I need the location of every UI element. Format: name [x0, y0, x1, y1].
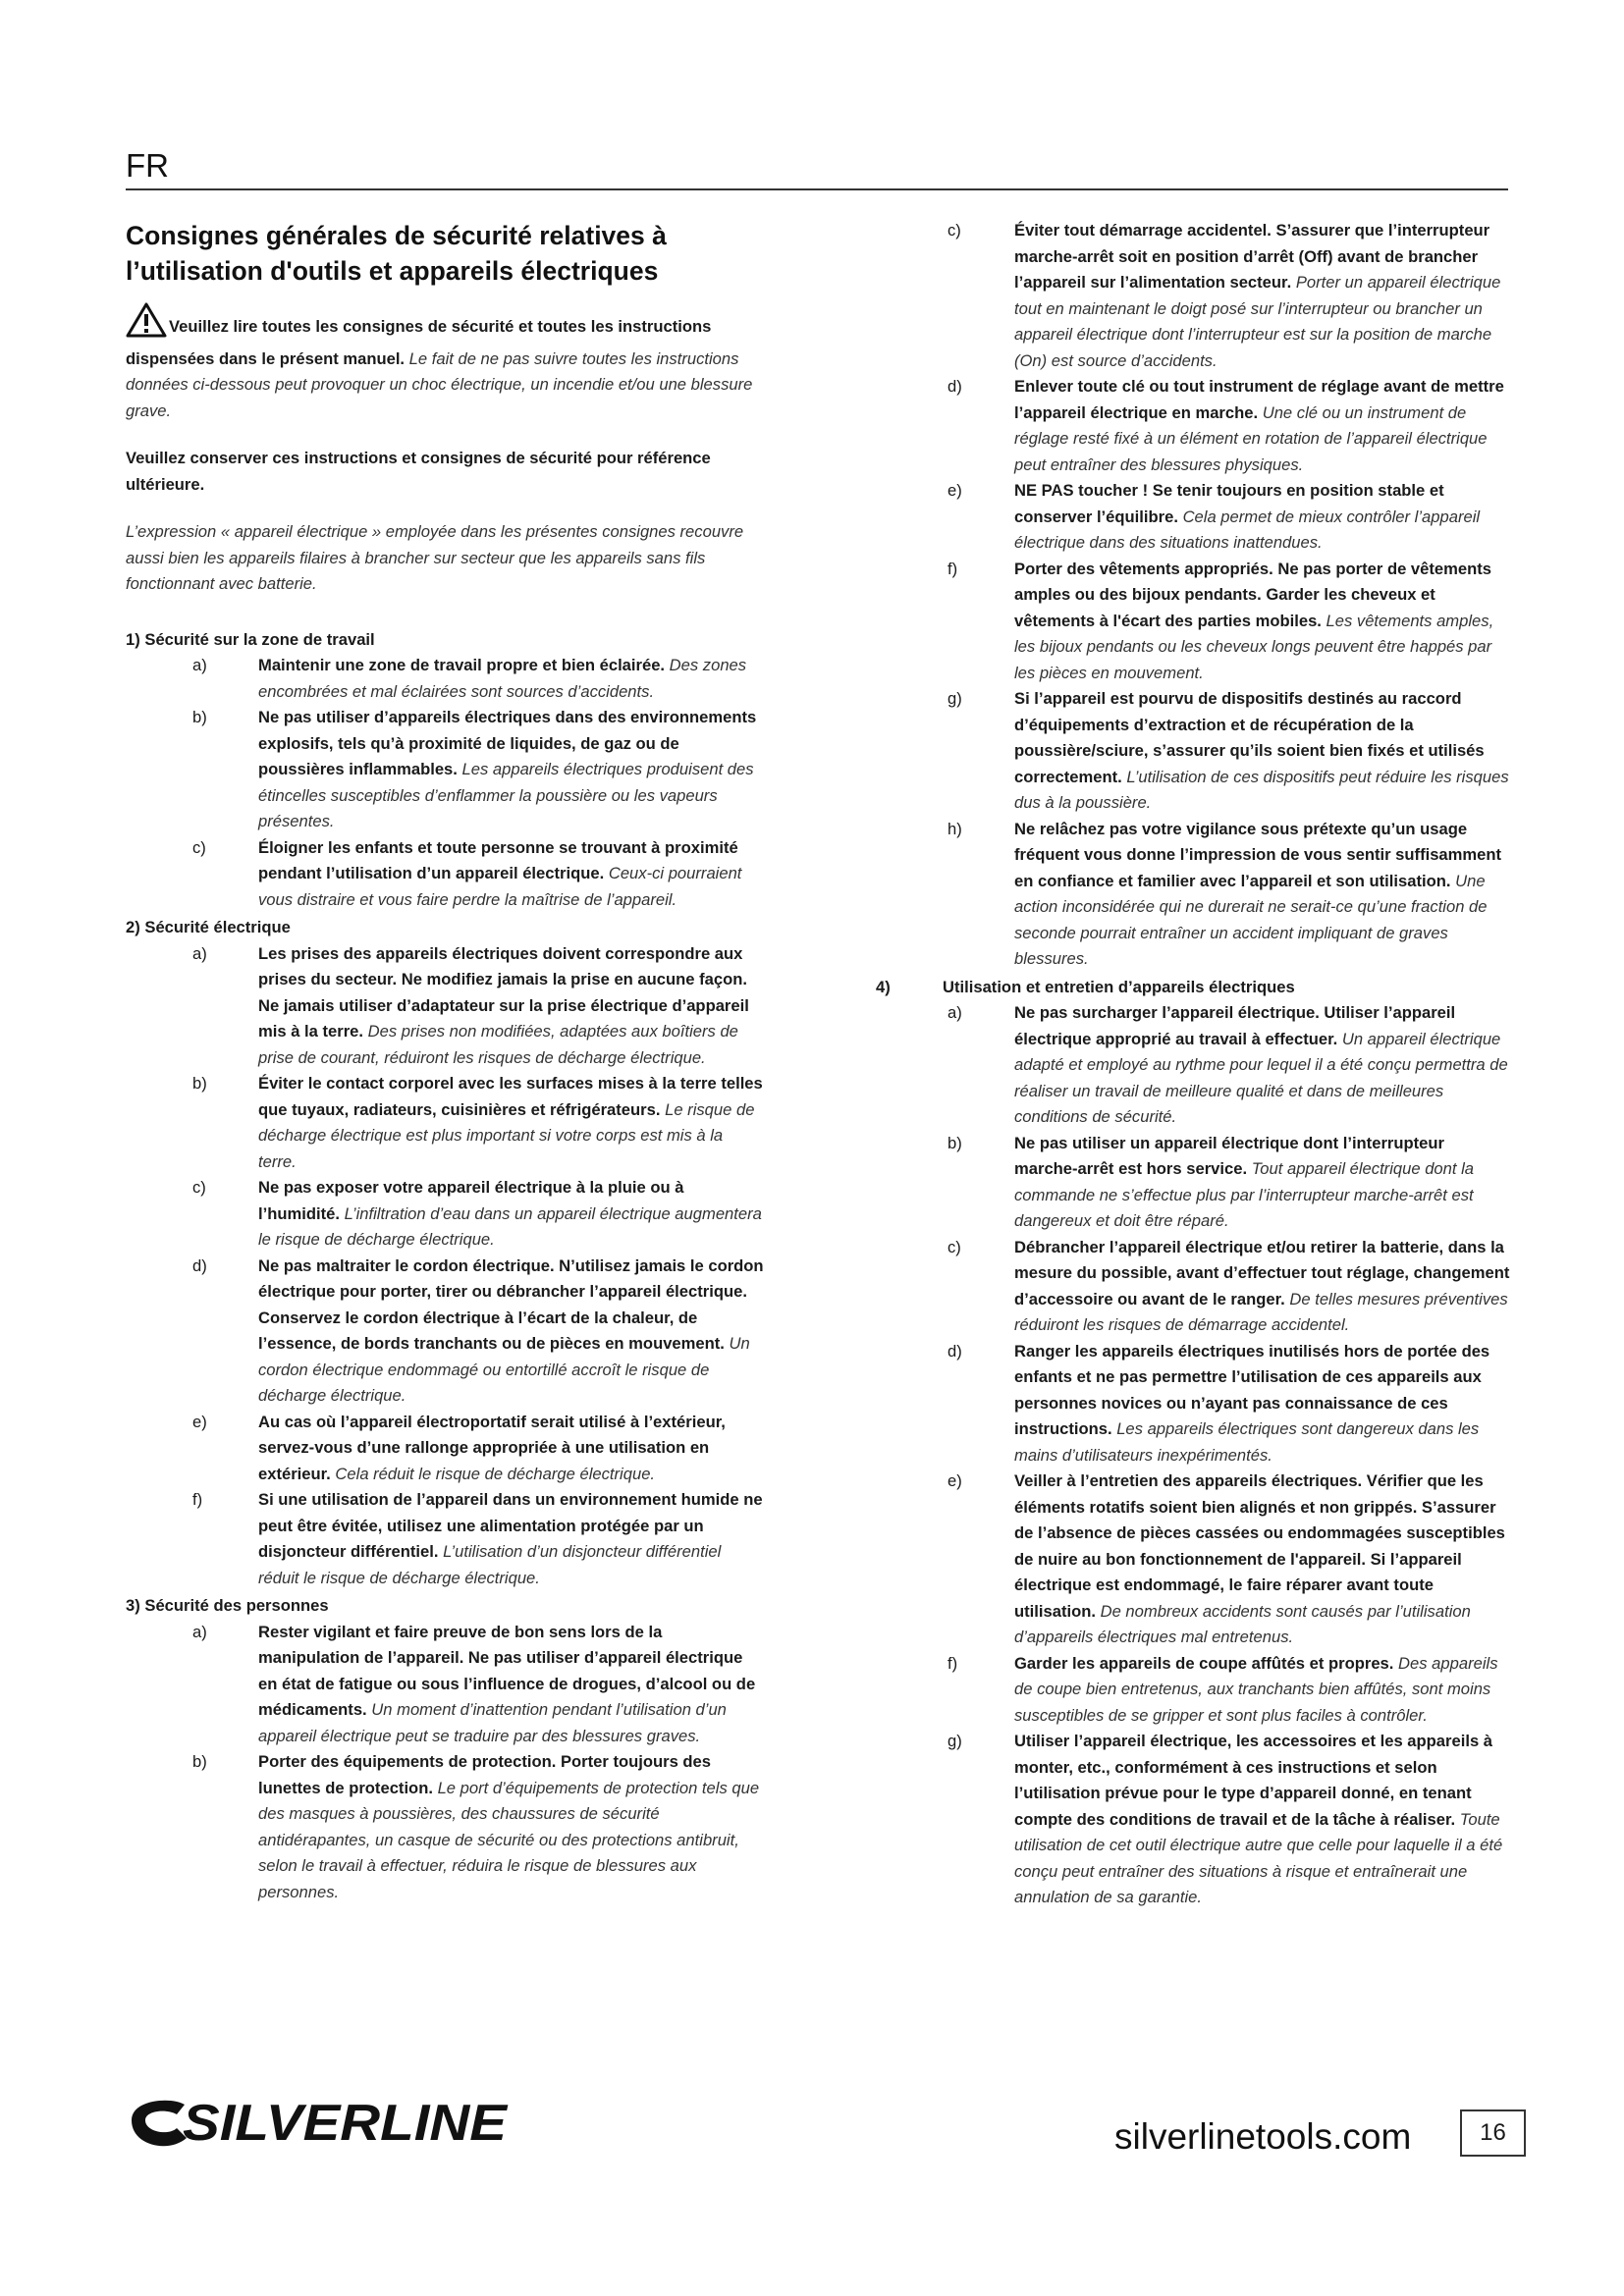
section-heading: 2) Sécurité électrique: [126, 918, 291, 936]
warning-triangle-icon: [126, 302, 167, 347]
list-item: a) Ne pas surcharger l’appareil électrique. Utiliser l’appareil électrique approprié au travail à effectuer. Un appareil électrique adapté et employé au rythme pour lequel il a été conçu permettra de réaliser un travail de meilleure qualité et dans de meilleures conditions de sécurité.: [947, 1003, 1508, 1126]
list-item: d) Ranger les appareils électriques inutilisés hors de portée des enfants et ne pas permettre l’utilisation de ces appareils aux personnes novices ou n’ayant pas connaissance de ces instructions. Les appareils électriques sont dangereux dans les mains d’utilisateurs inexpérimentés.: [947, 1341, 1490, 1465]
list-item: a) Les prises des appareils électriques doivent correspondre aux prises du secteur. Ne modifiez jamais la prise en aucune façon. Ne jamais utiliser d’adaptateur sur la prise électrique d’appareil mis à la terre. Des prises non modifiées, adaptées aux boîtiers de prise de courant, réduiront les risques de décharge électrique.: [192, 943, 749, 1067]
section-heading: 4) Utilisation et entretien d’appareils électriques: [876, 977, 1295, 996]
list-item: e) Veiller à l’entretien des appareils électriques. Vérifier que les éléments rotatifs soient bien alignés et non grippés. S’assurer de l’absence de pièces cassées ou endommagées susceptibles de nuire au bon fonctionnement de l'appareil. Si l’appareil électrique est endommagé, le faire réparer avant toute utilisation. De nombreux accidents sont causés par l’utilisation d’appareils électriques mal entretenus.: [947, 1471, 1505, 1646]
list-item: b) Éviter le contact corporel avec les surfaces mises à la terre telles que tuyaux, radiateurs, cuisinières et réfrigérateurs. Le risque de décharge électrique est plus important si votre corps est mis à la terre.: [192, 1074, 763, 1171]
list-item: d) Ne pas maltraiter le cordon électrique. N’utilisez jamais le cordon électrique pour porter, tirer ou débrancher l’appareil électrique. Conservez le cordon électrique à l’écart de la chaleur, de l’essence, de bords tranchants ou de pièces en mouvement. Un cordon électrique endommagé ou entortillé accroît le risque de décharge électrique.: [192, 1255, 764, 1405]
list-item: c) Éviter tout démarrage accidentel. S’assurer que l’interrupteur marche-arrêt soit en position d’arrêt (Off) avant de brancher l’appareil sur l’alimentation secteur. Porter un appareil électrique tout en maintenant le doigt posé sur l’interrupteur ou brancher un appareil électrique dont l’interrupteur est sur la position de marche (On) est source d’accidents.: [947, 221, 1501, 370]
list-item: g) Si l’appareil est pourvu de dispositifs destinés au raccord d’équipements d’extraction et de récupération de la poussière/sciure, s’assurer qu’ils soient bien fixés et utilisés correctement. L’utilisation de ces dispositifs peut réduire les risques dus à la poussière.: [947, 689, 1509, 812]
list-item: h) Ne relâchez pas votre vigilance sous prétexte qu’un usage fréquent vous donne l’impression de vous sentir suffisamment en confiance et familier avec l’appareil et son utilisation. Une action inconsidérée qui ne durerait ne serait-ce qu’une fraction de seconde pourrait entraîner un accident impliquant de graves blessures.: [947, 819, 1502, 968]
right-column: [876, 218, 1512, 1911]
list-item: a) Maintenir une zone de travail propre et bien éclairée. Des zones encombrées et mal éclairées sont sources d’accidents.: [192, 656, 747, 701]
page-title: Consignes générales de sécurité relatives à l’utilisation d'outils et appareils électriques: [126, 221, 667, 286]
list-item: c) Ne pas exposer votre appareil électrique à la pluie ou à l’humidité. L’infiltration d’eau dans un appareil électrique augmentera le risque de décharge électrique.: [192, 1178, 762, 1249]
svg-text:SILVERLINE: SILVERLINE: [183, 2095, 509, 2152]
list-item: c) Éloigner les enfants et toute personne se trouvant à proximité pendant l’utilisation d’un appareil électrique. Ceux-ci pourraient vous distraire et vous faire perdre la maîtrise de l’appareil.: [192, 837, 742, 909]
definition-note: L’expression « appareil électrique » employée dans les présentes consignes recouvre aussi bien les appareils filaires à brancher sur secteur que les appareils sans fils fonctionnant avec batterie.: [126, 522, 744, 593]
left-column: [126, 218, 764, 1905]
warning-paragraph: Veuillez lire toutes les consignes de sécurité et toutes les instructions dispensées dans le présent manuel. Le fait de ne pas suivre toutes les instructions données ci-dessous peut provoquer un choc électrique, un incendie et/ou une blessure grave.: [126, 302, 764, 424]
page-number: 16: [1460, 2109, 1526, 2157]
list-item: e) Au cas où l’appareil électroportatif serait utilisé à l’extérieur, servez-vous d’une rallonge appropriée à une utilisation en extérieur. Cela réduit le risque de décharge électrique.: [192, 1412, 726, 1483]
list-item: e) NE PAS toucher ! Se tenir toujours en position stable et conserver l’équilibre. Cela permet de mieux contrôler l’appareil électrique dans des situations inattendues.: [947, 481, 1481, 552]
list-item: a) Rester vigilant et faire preuve de bon sens lors de la manipulation de l’appareil. Ne pas utiliser d’appareil électrique en état de fatigue ou sous l’influence de drogues, d’alcool ou de médicaments. Un moment d’inattention pendant l’utilisation d’un appareil électrique peut se traduire par des blessures graves.: [192, 1622, 756, 1745]
section-heading: 3) Sécurité des personnes: [126, 1596, 329, 1615]
list-item: f) Garder les appareils de coupe affûtés et propres. Des appareils de coupe bien entretenus, aux tranchants bien affûtés, sont moins susceptibles de se gripper et sont plus faciles à contrôler.: [947, 1653, 1498, 1725]
keep-instructions-note: Veuillez conserver ces instructions et consignes de sécurité pour référence ultérieure.: [126, 449, 711, 494]
list-item: b) Ne pas utiliser d’appareils électriques dans des environnements explosifs, tels qu’à proximité de liquides, de gaz ou de poussières inflammables. Les appareils électriques produisent des étincelles susceptibles d’enflammer la poussière ou les vapeurs présentes.: [192, 708, 757, 830]
language-code: FR: [126, 147, 169, 184]
list-item: c) Débrancher l’appareil électrique et/ou retirer la batterie, dans la mesure du possible, avant d’effectuer tout réglage, changement d’accessoire ou avant de le ranger. De telles mesures préventives réduiront les risques de démarrage accidentel.: [947, 1237, 1510, 1334]
list-item: f) Porter des vêtements appropriés. Ne pas porter de vêtements amples ou des bijoux pendants. Garder les cheveux et vêtements à l'écart des parties mobiles. Les vêtements amples, les bijoux pendants ou les cheveux longs peuvent être happés par les pièces en mouvement.: [947, 559, 1494, 682]
list-item: b) Porter des équipements de protection. Porter toujours des lunettes de protection. Le port d’équipements de protection tels que des masques à poussières, des chaussures de sécurité antidérapantes, un casque de sécurité ou des protections antibruit, selon le travail à effectuer, réduira le risque de blessures aux personnes.: [192, 1752, 760, 1901]
header-rule: [126, 188, 1508, 190]
list-item: g) Utiliser l’appareil électrique, les accessoires et les appareils à monter, etc., conformément à ces instructions et selon l’utilisation prévue pour le type d’appareil donné, en tenant compte des conditions de travail et de la tâche à réaliser. Toute utilisation de cet outil électrique autre que celle pour laquelle il a été conçu peut entraîner des situations à risque et entraînerait une annulation de sa garantie.: [947, 1732, 1503, 1906]
section-heading: 1) Sécurité sur la zone de travail: [126, 629, 375, 649]
website-url: silverlinetools.com: [1114, 2116, 1412, 2157]
list-item: d) Enlever toute clé ou tout instrument de réglage avant de mettre l’appareil électrique en marche. Une clé ou un instrument de réglage resté fixé à un élément en rotation de l’appareil électrique peut entraîner des blessures physiques.: [947, 377, 1504, 474]
list-item: b) Ne pas utiliser un appareil électrique dont l’interrupteur marche-arrêt est hors service. Tout appareil électrique dont la commande ne s’effectue plus par l’interrupteur marche-arrêt est dangereux et doit être réparé.: [947, 1133, 1475, 1230]
silverline-logo: [126, 2091, 528, 2159]
list-item: f) Si une utilisation de l’appareil dans un environnement humide ne peut être évitée, utilisez une alimentation protégée par un disjoncteur différentiel. L’utilisation d’un disjoncteur différentiel réduit le risque de décharge électrique.: [192, 1490, 763, 1587]
